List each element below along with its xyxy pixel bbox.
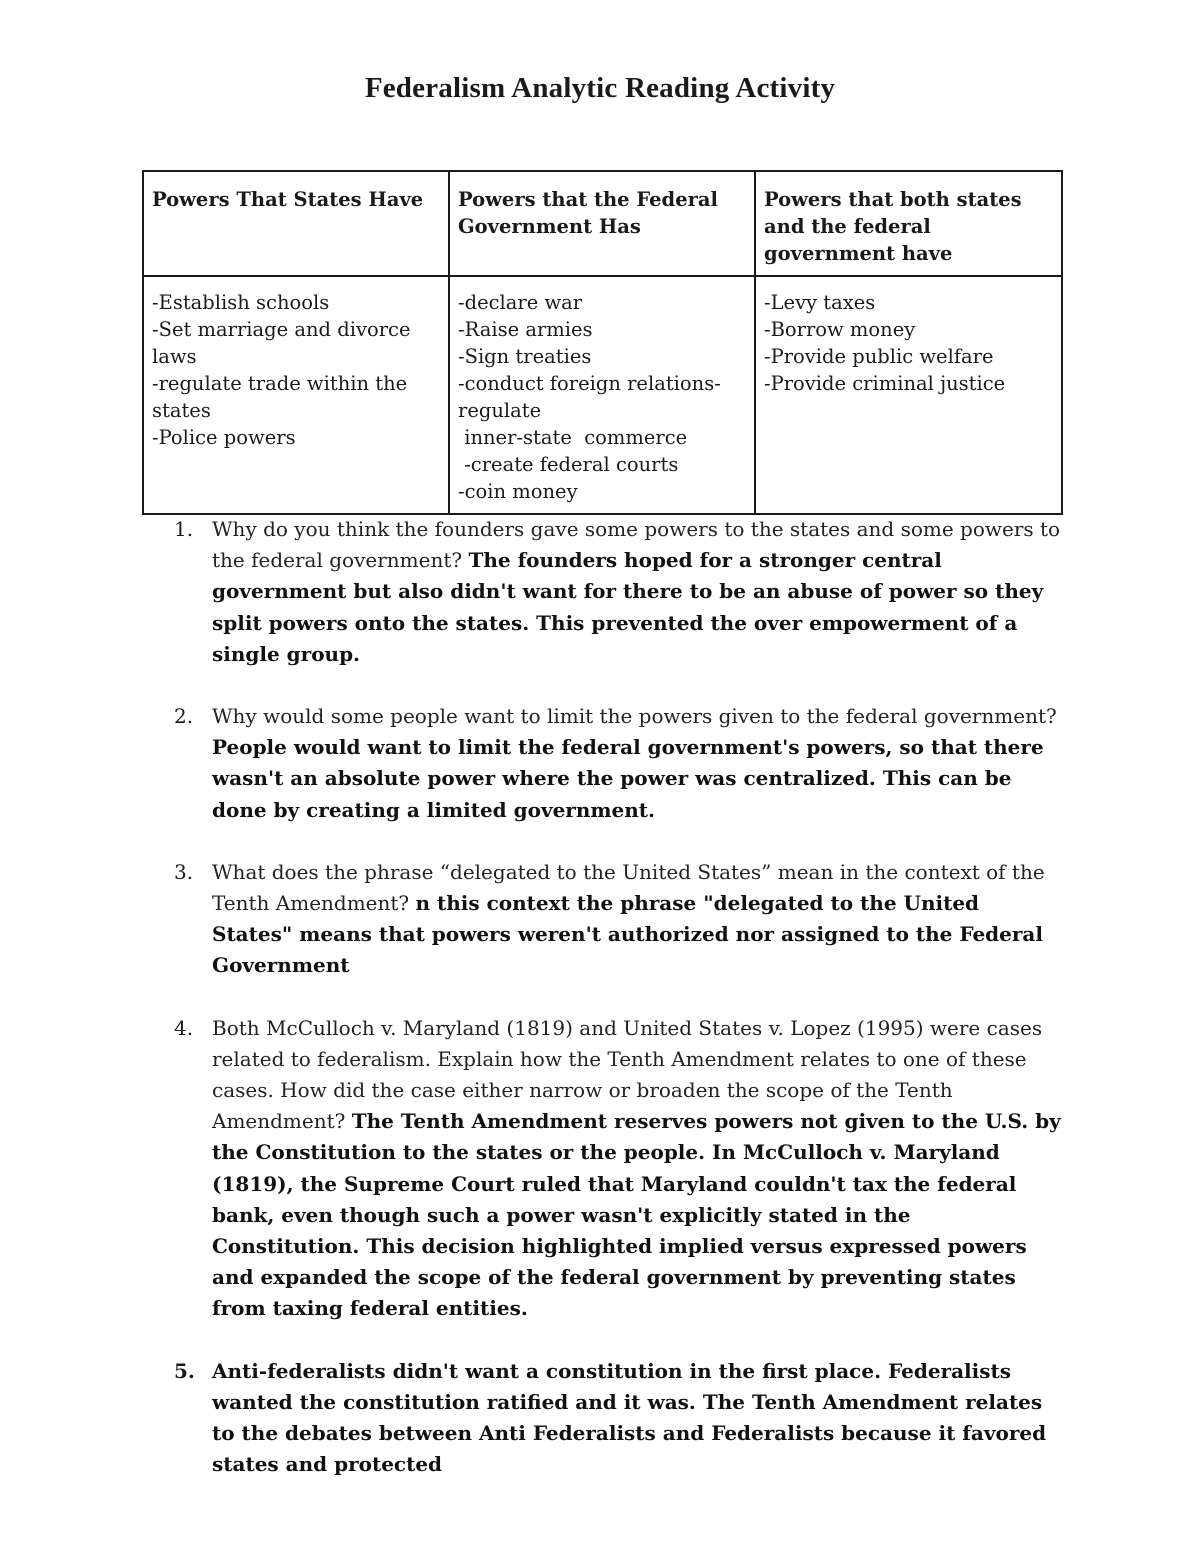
question-item xyxy=(142,701,1062,826)
power-item: -Set marriage and divorce laws xyxy=(152,318,417,368)
answer-text: The Tenth Amendment reserves powers not given to the U.S. by the Constitution to the states or the people. In McCulloch v. Maryland (1819), the Supreme Court ruled that Maryland couldn't tax the federal bank, even though such a power wasn't explicitly stated in the Constitution. This decision highlighted implied versus expressed powers and expanded the scope of the federal government by preventing states from taxing federal entities. xyxy=(212,1109,1061,1321)
power-item: -Sign treaties xyxy=(458,345,592,368)
power-item: inner-state commerce xyxy=(458,426,688,449)
shared-powers-cell xyxy=(755,276,1062,514)
federal-powers-cell xyxy=(449,276,755,514)
table-body-row xyxy=(143,276,1062,514)
power-item: -Police powers xyxy=(152,426,296,449)
question-text: What does the phrase “delegated to the United States” mean in the context of the Tenth Amendment? xyxy=(212,859,1045,916)
question-number: 1. xyxy=(174,517,194,541)
question-item xyxy=(142,1356,1062,1481)
question-number: 3. xyxy=(174,859,194,884)
page-title: Federalism Analytic Reading Activity xyxy=(364,72,836,104)
answer-text: The founders hoped for a stronger central government but also didn't want for there to be an abuse of power so they split powers onto the states. This prevented the over empowerment of a single group. xyxy=(212,548,1044,666)
power-item: -create federal courts xyxy=(458,453,679,476)
header-federal-powers: Powers that the Federal Government Has xyxy=(449,171,755,276)
question-number: 2. xyxy=(174,704,194,729)
power-item: -Levy taxes xyxy=(764,291,876,314)
question-text: Why do you think the founders gave some powers to the states and some powers to the federal government? xyxy=(212,517,1061,573)
power-item: -Establish schools xyxy=(152,291,330,314)
question-item xyxy=(142,857,1062,982)
table-header-row xyxy=(143,171,1062,276)
header-shared-powers: Powers that both states and the federal government have xyxy=(755,171,1062,276)
powers-table xyxy=(142,170,1063,515)
answer-text: People would want to limit the federal government's powers, so that there wasn't an absolute power where the power was centralized. This can be done by creating a limited government. xyxy=(212,735,1044,822)
question-list xyxy=(142,514,1062,1511)
question-item xyxy=(142,1013,1062,1325)
power-item: -Provide criminal justice xyxy=(764,372,1006,395)
power-item: -Raise armies xyxy=(458,318,593,341)
question-number: 4. xyxy=(174,1015,194,1040)
question-item xyxy=(142,514,1062,670)
question-text: Both McCulloch v. Maryland (1819) and United States v. Lopez (1995) were cases related to federalism. Explain how the Tenth Amendment relates to one of these cases. How did the case either narrow or broaden the scope of the Tenth Amendment? xyxy=(212,1015,1043,1134)
power-item: -coin money xyxy=(458,480,578,503)
question-text: Why would some people want to limit the powers given to the federal government? xyxy=(212,704,1057,729)
power-item: -Provide public welfare xyxy=(764,345,994,368)
answer-text: n this context the phrase "delegated to the United States" means that powers weren't authorized nor assigned to the Federal Government xyxy=(212,891,1043,978)
power-item: -regulate trade within the states xyxy=(152,372,414,422)
power-item: -Borrow money xyxy=(764,318,916,341)
power-item: -declare war xyxy=(458,291,583,314)
question-number: 5. xyxy=(174,1358,195,1383)
power-item: -conduct foreign relations-regulate xyxy=(458,372,721,422)
answer-text: Anti-federalists didn't want a constitution in the first place. Federalists wanted the constitution ratified and it was. The Tenth Amendment relates to the debates between Anti Federalists and Federalists because it favored states and protected xyxy=(212,1358,1047,1477)
states-powers-cell xyxy=(143,276,449,514)
header-states-powers: Powers That States Have xyxy=(143,171,449,276)
